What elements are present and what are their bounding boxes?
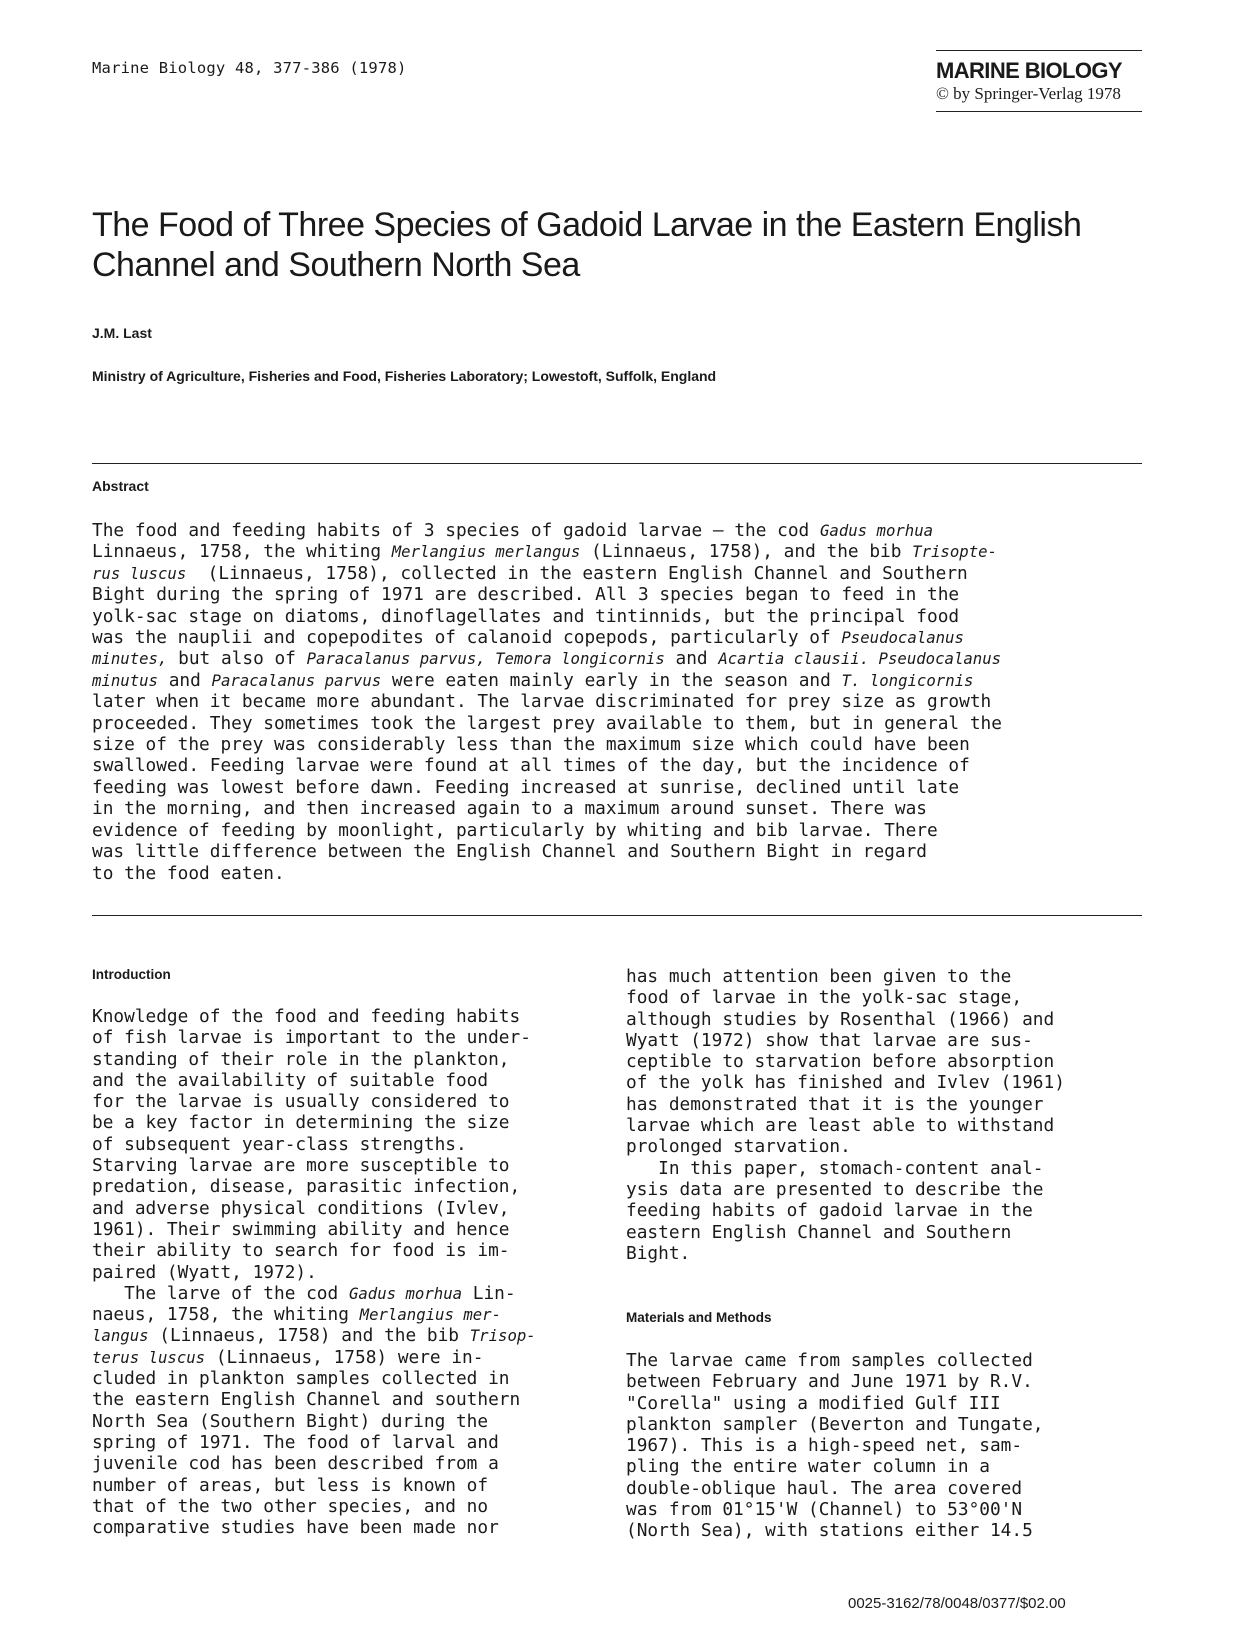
- text-run: double-oblique haul. The area covered: [626, 1477, 1023, 1499]
- text-run: swallowed. Feeding larvae were found at all times of the day, but the incidence of: [92, 755, 970, 777]
- author-name: J.M. Last: [92, 325, 152, 341]
- text-run: standing of their role in the plankton,: [92, 1048, 510, 1070]
- text-run: (Linnaeus, 1758) and the bib: [148, 1325, 470, 1347]
- text-line: [626, 1520, 1044, 1541]
- text-run: and: [664, 648, 719, 670]
- text-line: [92, 863, 1164, 884]
- text-run: (North Sea), with stations either 14.5: [626, 1520, 1033, 1542]
- italic-run: Pseudocalanus: [841, 628, 964, 648]
- text-run: Lin-: [462, 1282, 516, 1304]
- materials-methods-body: [626, 1350, 1044, 1542]
- text-line: [92, 627, 1164, 648]
- text-line: [626, 1094, 1065, 1115]
- text-line: [626, 987, 1065, 1008]
- text-run: has demonstrated that it is the younger: [626, 1093, 1044, 1115]
- materials-methods-heading: Materials and Methods: [626, 1310, 772, 1325]
- text-line: [626, 1200, 1065, 1221]
- text-line: [92, 1027, 536, 1048]
- text-line: [92, 1155, 536, 1176]
- text-run: number of areas, but less is known of: [92, 1474, 489, 1496]
- text-line: [92, 1198, 536, 1219]
- abstract-body: [92, 520, 1164, 884]
- text-line: [92, 820, 1164, 841]
- text-run: but also of: [167, 648, 307, 670]
- italic-run: Merlangius mer-: [359, 1305, 502, 1325]
- journal-copyright: © by Springer-Verlag 1978: [936, 84, 1121, 103]
- text-run: (Linnaeus, 1758), collected in the eastern English Channel and Southern: [186, 562, 968, 584]
- italic-run: Paracalanus parvus, Temora longicornis: [306, 649, 665, 669]
- text-line: [626, 1030, 1065, 1051]
- text-run: 1967). This is a high-speed net, sam-: [626, 1435, 1023, 1457]
- text-line: [626, 1478, 1044, 1499]
- italic-run: rus luscus: [92, 563, 187, 583]
- text-run: prolonged starvation.: [626, 1136, 851, 1158]
- text-run: spring of 1971. The food of larval and: [92, 1431, 499, 1453]
- text-line: [92, 1432, 536, 1453]
- text-run: feeding was lowest before dawn. Feeding increased at sunrise, declined until late: [92, 776, 960, 798]
- text-line: [92, 520, 1164, 541]
- text-line: [626, 1414, 1044, 1435]
- text-line: [626, 1136, 1065, 1157]
- text-run: although studies by Rosenthal (1966) and: [626, 1008, 1055, 1030]
- text-line: [92, 541, 1164, 562]
- text-line: [92, 1368, 536, 1389]
- text-run: The food and feeding habits of 3 species of gadoid larvae – the cod: [92, 520, 820, 541]
- text-line: [92, 777, 1164, 798]
- text-run: and: [157, 669, 212, 691]
- text-run: naeus, 1758, the whiting: [92, 1304, 360, 1326]
- text-line: [626, 1072, 1065, 1093]
- text-run: comparative studies have been made nor: [92, 1517, 499, 1539]
- journal-citation: Marine Biology 48, 377-386 (1978): [92, 59, 407, 77]
- text-line: [92, 670, 1164, 691]
- text-run: ceptible to starvation before absorption: [626, 1051, 1055, 1073]
- text-run: juvenile cod has been described from a: [92, 1453, 499, 1475]
- text-line: [92, 1517, 536, 1538]
- text-line: [92, 1304, 536, 1325]
- text-line: [92, 606, 1164, 627]
- text-line: [92, 648, 1164, 669]
- text-run: was little difference between the English Channel and Southern Bight in regard: [92, 841, 928, 863]
- text-run: feeding habits of gadoid larvae in the: [626, 1200, 1033, 1222]
- text-run: size of the prey was considerably less than the maximum size which could have been: [92, 734, 970, 756]
- text-line: [92, 1240, 536, 1261]
- text-run: ysis data are presented to describe the: [626, 1178, 1044, 1200]
- article-title: The Food of Three Species of Gadoid Larvae in the Eastern English Channel and Southern North Sea: [92, 206, 1082, 284]
- text-line: [92, 1134, 536, 1155]
- text-run: pling the entire water column in a: [626, 1456, 990, 1478]
- text-line: [626, 1435, 1044, 1456]
- text-line: [92, 1283, 536, 1304]
- text-line: [92, 1070, 536, 1091]
- text-line: [626, 1009, 1065, 1030]
- text-run: The larvae came from samples collected: [626, 1350, 1033, 1371]
- italic-run: T. longicornis: [841, 670, 974, 690]
- text-run: Bight.: [626, 1242, 691, 1264]
- text-line: [92, 1219, 536, 1240]
- text-line: [92, 1006, 536, 1027]
- italic-run: Trisop-: [469, 1326, 536, 1346]
- text-run: North Sea (Southern Bight) during the: [92, 1410, 489, 1432]
- text-line: [626, 1222, 1065, 1243]
- text-run: Starving larvae are more susceptible to: [92, 1155, 510, 1177]
- text-line: [626, 966, 1065, 987]
- text-line: [626, 1243, 1065, 1264]
- journal-masthead: [936, 50, 1142, 112]
- text-line: [92, 841, 1164, 862]
- text-run: evidence of feeding by moonlight, particularly by whiting and bib larvae. There: [92, 819, 938, 841]
- abstract-bottom-rule: [92, 915, 1142, 916]
- italic-run: Gadus morhua: [819, 521, 934, 540]
- text-run: in the morning, and then increased again to a maximum around sunset. There was: [92, 798, 928, 820]
- italic-run: Trisopte-: [912, 542, 997, 562]
- italic-run: Merlangius merlangus: [391, 542, 581, 562]
- text-line: [626, 1158, 1065, 1179]
- text-run: (Linnaeus, 1758), and the bib: [580, 541, 913, 563]
- text-line: [92, 755, 1164, 776]
- author-affiliation: Ministry of Agriculture, Fisheries and Food, Fisheries Laboratory; Lowestoft, Suffolk, England: [92, 368, 717, 384]
- text-run: Wyatt (1972) show that larvae are sus-: [626, 1029, 1033, 1051]
- text-run: Bight during the spring of 1971 are described. All 3 species began to feed in the: [92, 584, 960, 606]
- text-line: [92, 584, 1164, 605]
- italic-run: terus luscus: [92, 1347, 206, 1367]
- text-line: [92, 1049, 536, 1070]
- text-run: and the availability of suitable food: [92, 1069, 489, 1091]
- italic-run: Paracalanus parvus: [211, 670, 382, 690]
- text-run: of the yolk has finished and Ivlev (1961): [626, 1072, 1065, 1094]
- text-run: yolk-sac stage on diatoms, dinoflagellates and tintinnids, but the principal food: [92, 605, 960, 627]
- text-run: cluded in plankton samples collected in: [92, 1368, 510, 1390]
- text-run: of subsequent year-class strengths.: [92, 1133, 467, 1155]
- abstract-top-rule: [92, 463, 1142, 464]
- text-run: In this paper, stomach-content anal-: [626, 1157, 1044, 1179]
- text-run: eastern English Channel and Southern: [626, 1221, 1012, 1243]
- text-line: [626, 1179, 1065, 1200]
- text-run: larvae which are least able to withstand: [626, 1115, 1055, 1137]
- text-run: "Corella" using a modified Gulf III: [626, 1392, 1001, 1414]
- italic-run: Acartia clausii. Pseudocalanus: [718, 649, 1002, 669]
- text-run: was from 01°15'W (Channel) to 53°00'N: [626, 1499, 1023, 1521]
- text-run: of fish larvae is important to the under-: [92, 1027, 531, 1049]
- text-run: the eastern English Channel and southern: [92, 1389, 521, 1411]
- text-line: [626, 1499, 1044, 1520]
- text-run: between February and June 1971 by R.V.: [626, 1371, 1033, 1393]
- italic-run: Gadus morhua: [348, 1283, 463, 1303]
- introduction-continued-body: [626, 966, 1065, 1264]
- text-run: to the food eaten.: [92, 862, 285, 884]
- text-line: [626, 1115, 1065, 1136]
- abstract-heading: Abstract: [92, 478, 149, 494]
- text-line: [92, 563, 1164, 584]
- journal-name: MARINE BIOLOGY: [936, 58, 1122, 83]
- text-line: [626, 1051, 1065, 1072]
- text-run: 1961). Their swimming ability and hence: [92, 1218, 510, 1240]
- text-run: Linnaeus, 1758, the whiting: [92, 541, 392, 563]
- text-line: [92, 1347, 536, 1368]
- text-run: food of larvae in the yolk-sac stage,: [626, 987, 1023, 1009]
- text-line: [92, 1496, 536, 1517]
- text-line: [92, 1262, 536, 1283]
- italic-run: langus: [92, 1326, 149, 1346]
- introduction-heading: Introduction: [92, 967, 171, 982]
- text-line: [92, 1112, 536, 1133]
- text-run: The larve of the cod: [92, 1282, 349, 1304]
- text-run: plankton sampler (Beverton and Tungate,: [626, 1413, 1044, 1435]
- masthead-bottom-rule: [936, 111, 1142, 112]
- text-run: later when it became more abundant. The larvae discriminated for prey size as growth: [92, 691, 992, 713]
- text-run: proceeded. They sometimes took the largest prey available to them, but in general the: [92, 712, 1002, 734]
- italic-run: minutus: [92, 670, 158, 690]
- text-line: [626, 1350, 1044, 1371]
- text-run: were eaten mainly early in the season and: [381, 669, 842, 691]
- text-line: [92, 1389, 536, 1410]
- text-line: [92, 1325, 536, 1346]
- text-line: [626, 1371, 1044, 1392]
- text-line: [626, 1393, 1044, 1414]
- text-line: [92, 734, 1164, 755]
- text-run: for the larvae is usually considered to: [92, 1091, 510, 1113]
- text-run: paired (Wyatt, 1972).: [92, 1261, 317, 1283]
- text-run: that of the two other species, and no: [92, 1495, 489, 1517]
- text-line: [92, 798, 1164, 819]
- text-run: be a key factor in determining the size: [92, 1112, 510, 1134]
- text-line: [92, 691, 1164, 712]
- text-run: Knowledge of the food and feeding habits: [92, 1006, 521, 1027]
- text-run: (Linnaeus, 1758) were in-: [205, 1346, 484, 1368]
- text-run: was the nauplii and copepodites of calanoid copepods, particularly of: [92, 627, 842, 649]
- text-run: their ability to search for food is im-: [92, 1240, 510, 1262]
- introduction-body: [92, 1006, 536, 1538]
- text-run: and adverse physical conditions (Ivlev,: [92, 1197, 510, 1219]
- text-line: [92, 1475, 536, 1496]
- text-line: [626, 1456, 1044, 1477]
- text-line: [92, 1453, 536, 1474]
- text-line: [92, 713, 1164, 734]
- article-code: 0025-3162/78/0048/0377/$02.00: [848, 1595, 1066, 1612]
- text-line: [92, 1411, 536, 1432]
- text-line: [92, 1091, 536, 1112]
- text-line: [92, 1176, 536, 1197]
- text-run: has much attention been given to the: [626, 966, 1012, 987]
- italic-run: minutes,: [92, 649, 168, 669]
- text-run: predation, disease, parasitic infection,: [92, 1176, 521, 1198]
